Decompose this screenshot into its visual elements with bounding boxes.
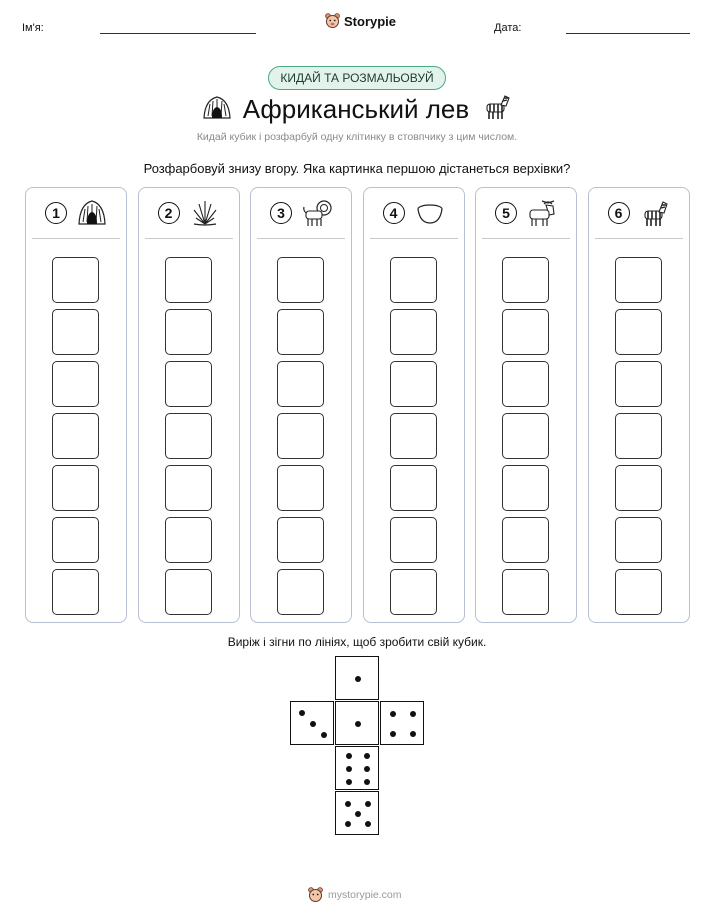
- color-cell[interactable]: [390, 465, 437, 511]
- color-cell[interactable]: [390, 569, 437, 615]
- activity-badge: КИДАЙ ТА РОЗМАЛЬОВУЙ: [268, 66, 446, 90]
- die-face-4: [380, 701, 424, 745]
- zebra-icon: [481, 91, 511, 121]
- wildebeest-icon: [527, 198, 557, 228]
- die-pip: [390, 711, 396, 717]
- question-text: Розфарбовуй знизу вгору. Яка картинка першою дістанеться верхівки?: [143, 161, 571, 176]
- column-header: [364, 188, 464, 238]
- color-cell[interactable]: [165, 361, 212, 407]
- color-cell[interactable]: [165, 517, 212, 563]
- color-cell[interactable]: [615, 257, 662, 303]
- column-header: [476, 188, 576, 238]
- color-cell[interactable]: [277, 413, 324, 459]
- color-cell[interactable]: [52, 361, 99, 407]
- die-pip: [346, 753, 352, 759]
- brand-name: Storypie: [344, 13, 397, 29]
- column-divider: [32, 238, 120, 239]
- storypie-footer-logo-icon: [308, 887, 323, 903]
- color-cell[interactable]: [52, 413, 99, 459]
- color-cell[interactable]: [165, 257, 212, 303]
- footer: [308, 887, 402, 903]
- die-pip: [355, 811, 361, 817]
- die-pip: [364, 753, 370, 759]
- color-cell[interactable]: [52, 465, 99, 511]
- color-cell[interactable]: [502, 465, 549, 511]
- column-header: [589, 188, 689, 238]
- color-cell[interactable]: [615, 413, 662, 459]
- cut-instruction: Виріж і зігни по лініях, щоб зробити свій кубик.: [227, 635, 487, 649]
- die-pip: [346, 766, 352, 772]
- die-pip: [345, 801, 351, 807]
- color-cell[interactable]: [52, 309, 99, 355]
- column-1: [25, 187, 127, 623]
- zebra-icon: [640, 198, 670, 228]
- color-cell[interactable]: [390, 361, 437, 407]
- brand-logo: [325, 13, 396, 29]
- color-cell[interactable]: [277, 465, 324, 511]
- color-cell[interactable]: [502, 413, 549, 459]
- color-cell[interactable]: [502, 517, 549, 563]
- color-cell[interactable]: [390, 517, 437, 563]
- color-cell[interactable]: [615, 465, 662, 511]
- color-cell[interactable]: [277, 309, 324, 355]
- date-label: Дата:: [494, 22, 522, 34]
- column-number: 4: [383, 202, 405, 224]
- column-header: [251, 188, 351, 238]
- column-divider: [595, 238, 683, 239]
- color-cell[interactable]: [390, 257, 437, 303]
- color-cell[interactable]: [277, 361, 324, 407]
- color-cell[interactable]: [502, 309, 549, 355]
- column-6: [588, 187, 690, 623]
- footer-url[interactable]: mystorypie.com: [328, 889, 402, 901]
- color-cell[interactable]: [615, 309, 662, 355]
- die-face-1: [335, 656, 379, 700]
- die-face-3-left: [290, 701, 334, 745]
- column-number: 5: [495, 202, 517, 224]
- color-cell[interactable]: [502, 361, 549, 407]
- die-pip: [321, 732, 327, 738]
- die-pip: [410, 711, 416, 717]
- date-line[interactable]: [566, 33, 690, 34]
- die-face-1-center: [335, 701, 379, 745]
- die-face-6: [335, 746, 379, 790]
- color-cell[interactable]: [165, 309, 212, 355]
- color-cell[interactable]: [615, 517, 662, 563]
- color-cell[interactable]: [277, 257, 324, 303]
- color-cell[interactable]: [502, 257, 549, 303]
- column-2: [138, 187, 240, 623]
- cave-icon: [77, 198, 107, 228]
- color-cell[interactable]: [390, 413, 437, 459]
- die-pip: [345, 821, 351, 827]
- name-line[interactable]: [100, 33, 256, 34]
- die-pip: [364, 766, 370, 772]
- die-pip: [365, 801, 371, 807]
- die-net: [290, 656, 424, 836]
- color-cell[interactable]: [277, 569, 324, 615]
- column-divider: [145, 238, 233, 239]
- column-3: [250, 187, 352, 623]
- column-number: 2: [158, 202, 180, 224]
- color-cell[interactable]: [277, 517, 324, 563]
- color-cell[interactable]: [390, 309, 437, 355]
- die-pip: [364, 779, 370, 785]
- name-label: Ім'я:: [22, 22, 44, 34]
- lion-icon: [302, 198, 332, 228]
- die-pip: [346, 779, 352, 785]
- color-cell[interactable]: [165, 413, 212, 459]
- column-5: [475, 187, 577, 623]
- column-divider: [370, 238, 458, 239]
- color-cell[interactable]: [52, 257, 99, 303]
- die-pip: [299, 710, 305, 716]
- column-4: [363, 187, 465, 623]
- grass-icon: [190, 198, 220, 228]
- page-title: Африканський лев: [242, 94, 470, 124]
- column-header: [26, 188, 126, 238]
- die-pip: [355, 721, 361, 727]
- color-cell[interactable]: [165, 465, 212, 511]
- die-pip: [410, 731, 416, 737]
- die-pip: [390, 731, 396, 737]
- column-number: 6: [608, 202, 630, 224]
- die-face-5: [335, 791, 379, 835]
- color-cell[interactable]: [615, 361, 662, 407]
- column-number: 1: [45, 202, 67, 224]
- column-divider: [482, 238, 570, 239]
- color-cell[interactable]: [615, 569, 662, 615]
- subtitle: Кидай кубик і розфарбуй одну клітинку в стовпчику з цим числом.: [196, 131, 518, 143]
- storypie-logo-icon: [325, 13, 340, 29]
- cave-icon: [202, 94, 232, 120]
- color-cell[interactable]: [502, 569, 549, 615]
- column-header: [139, 188, 239, 238]
- die-pip: [355, 676, 361, 682]
- die-pip: [310, 721, 316, 727]
- color-cell[interactable]: [165, 569, 212, 615]
- water-bowl-icon: [415, 198, 445, 228]
- color-cell[interactable]: [52, 517, 99, 563]
- die-pip: [365, 821, 371, 827]
- color-cell[interactable]: [52, 569, 99, 615]
- column-divider: [257, 238, 345, 239]
- column-number: 3: [270, 202, 292, 224]
